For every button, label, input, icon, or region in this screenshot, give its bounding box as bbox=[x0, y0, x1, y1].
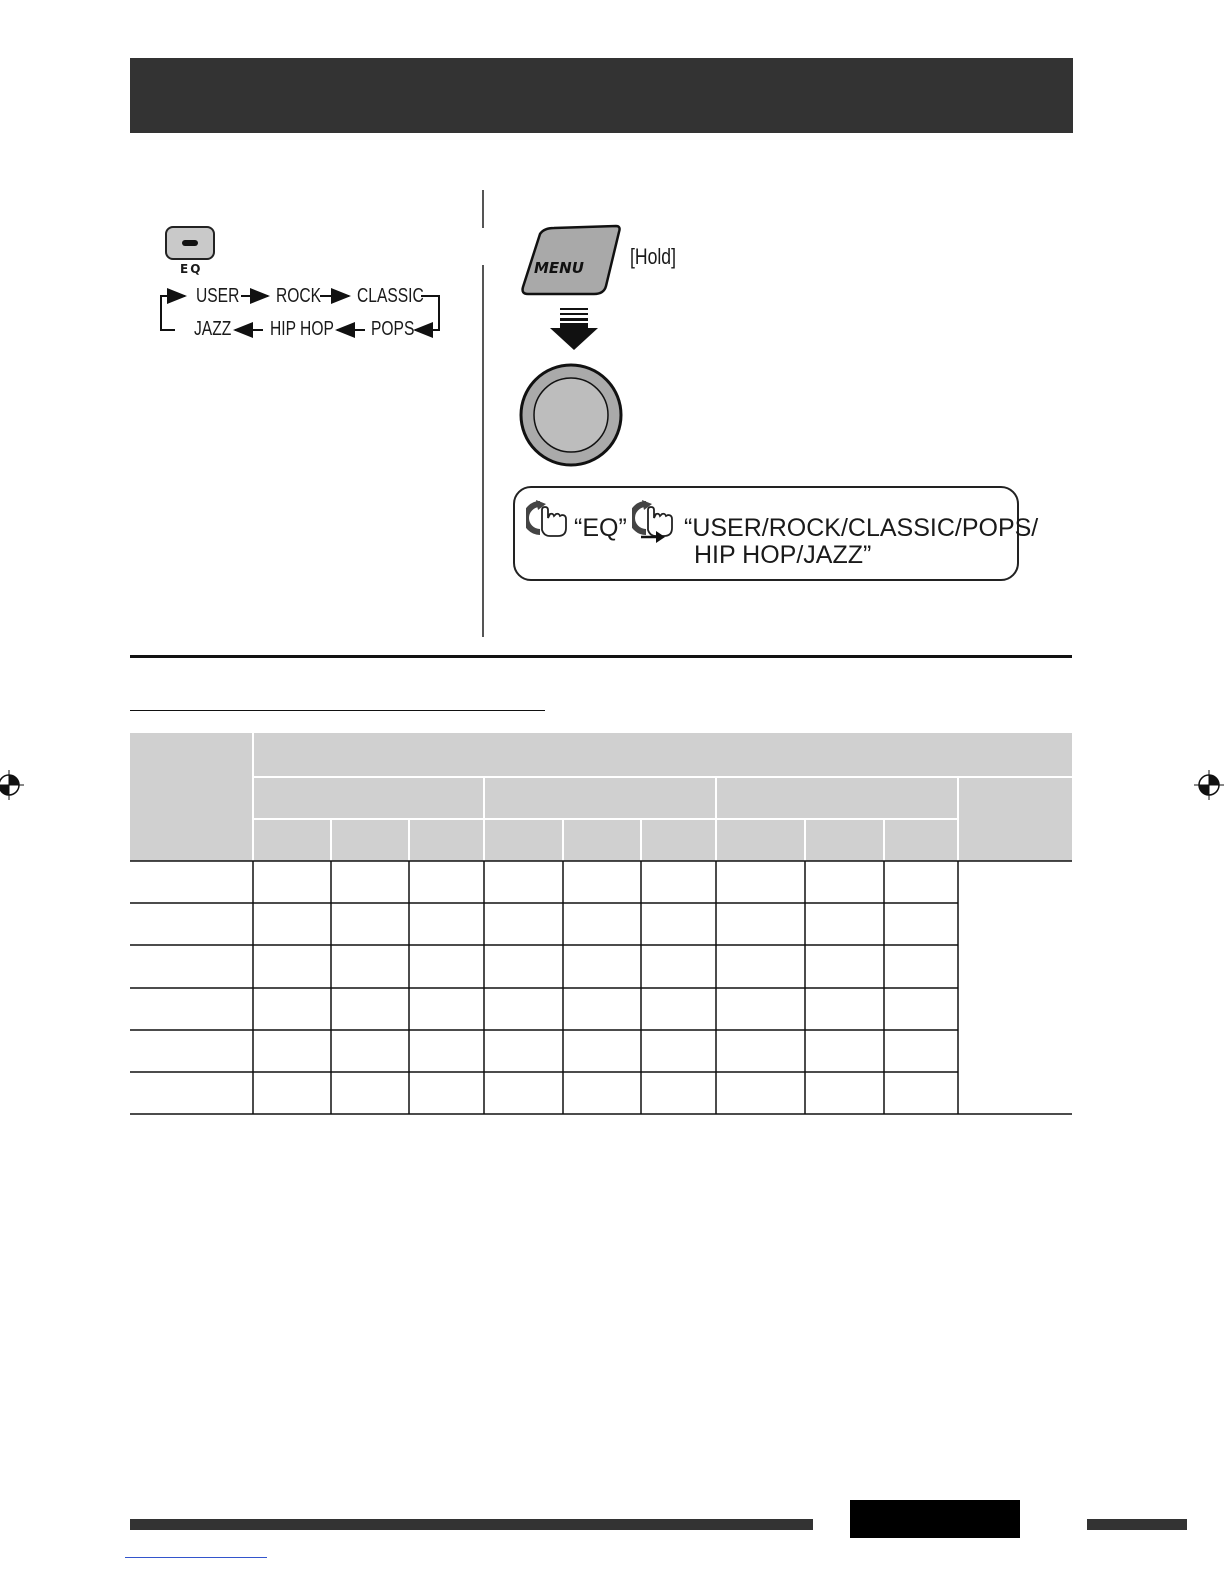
footer-bar-left bbox=[130, 1519, 813, 1530]
callout-eq-item: “EQ” bbox=[574, 514, 627, 542]
column-divider-top bbox=[482, 190, 484, 228]
select-arrow-icon bbox=[640, 530, 666, 544]
eq-button-dash-icon bbox=[182, 240, 198, 246]
title-bar bbox=[130, 58, 1073, 133]
footer-bar-right bbox=[1087, 1519, 1187, 1530]
callout-options-line1: “USER/ROCK/CLASSIC/POPS/ bbox=[684, 514, 1039, 542]
eq-mode-user: USER bbox=[196, 285, 240, 307]
menu-button-label: MENU bbox=[534, 259, 584, 277]
subsection-underline bbox=[130, 710, 545, 711]
page-number-box bbox=[850, 1500, 1020, 1538]
table-header-corner bbox=[130, 733, 253, 861]
menu-button[interactable] bbox=[520, 224, 622, 296]
eq-mode-classic: CLASSIC bbox=[357, 285, 424, 307]
eq-mode-pops: POPS bbox=[371, 318, 415, 340]
column-divider bbox=[482, 265, 484, 637]
callout-options-line2: HIP HOP/JAZZ” bbox=[694, 541, 872, 569]
loop-arrow-left bbox=[161, 296, 185, 330]
eq-button-label: EQ bbox=[180, 262, 203, 276]
registration-mark-left bbox=[0, 770, 24, 800]
footer-link-underline[interactable] bbox=[125, 1557, 267, 1558]
down-arrow-icon bbox=[548, 306, 600, 352]
table-header-main bbox=[253, 733, 1072, 777]
eq-mode-jazz: JAZZ bbox=[194, 318, 232, 340]
eq-button[interactable] bbox=[165, 226, 215, 260]
eq-settings-table bbox=[130, 733, 1072, 1115]
registration-mark-right bbox=[1194, 770, 1224, 800]
section-rule bbox=[130, 655, 1072, 658]
turn-dial-hand-icon bbox=[526, 500, 572, 540]
control-dial[interactable] bbox=[518, 362, 624, 468]
eq-mode-rock: ROCK bbox=[276, 285, 322, 307]
hold-label: [Hold] bbox=[630, 244, 676, 269]
eq-mode-hiphop: HIP HOP bbox=[270, 318, 334, 340]
